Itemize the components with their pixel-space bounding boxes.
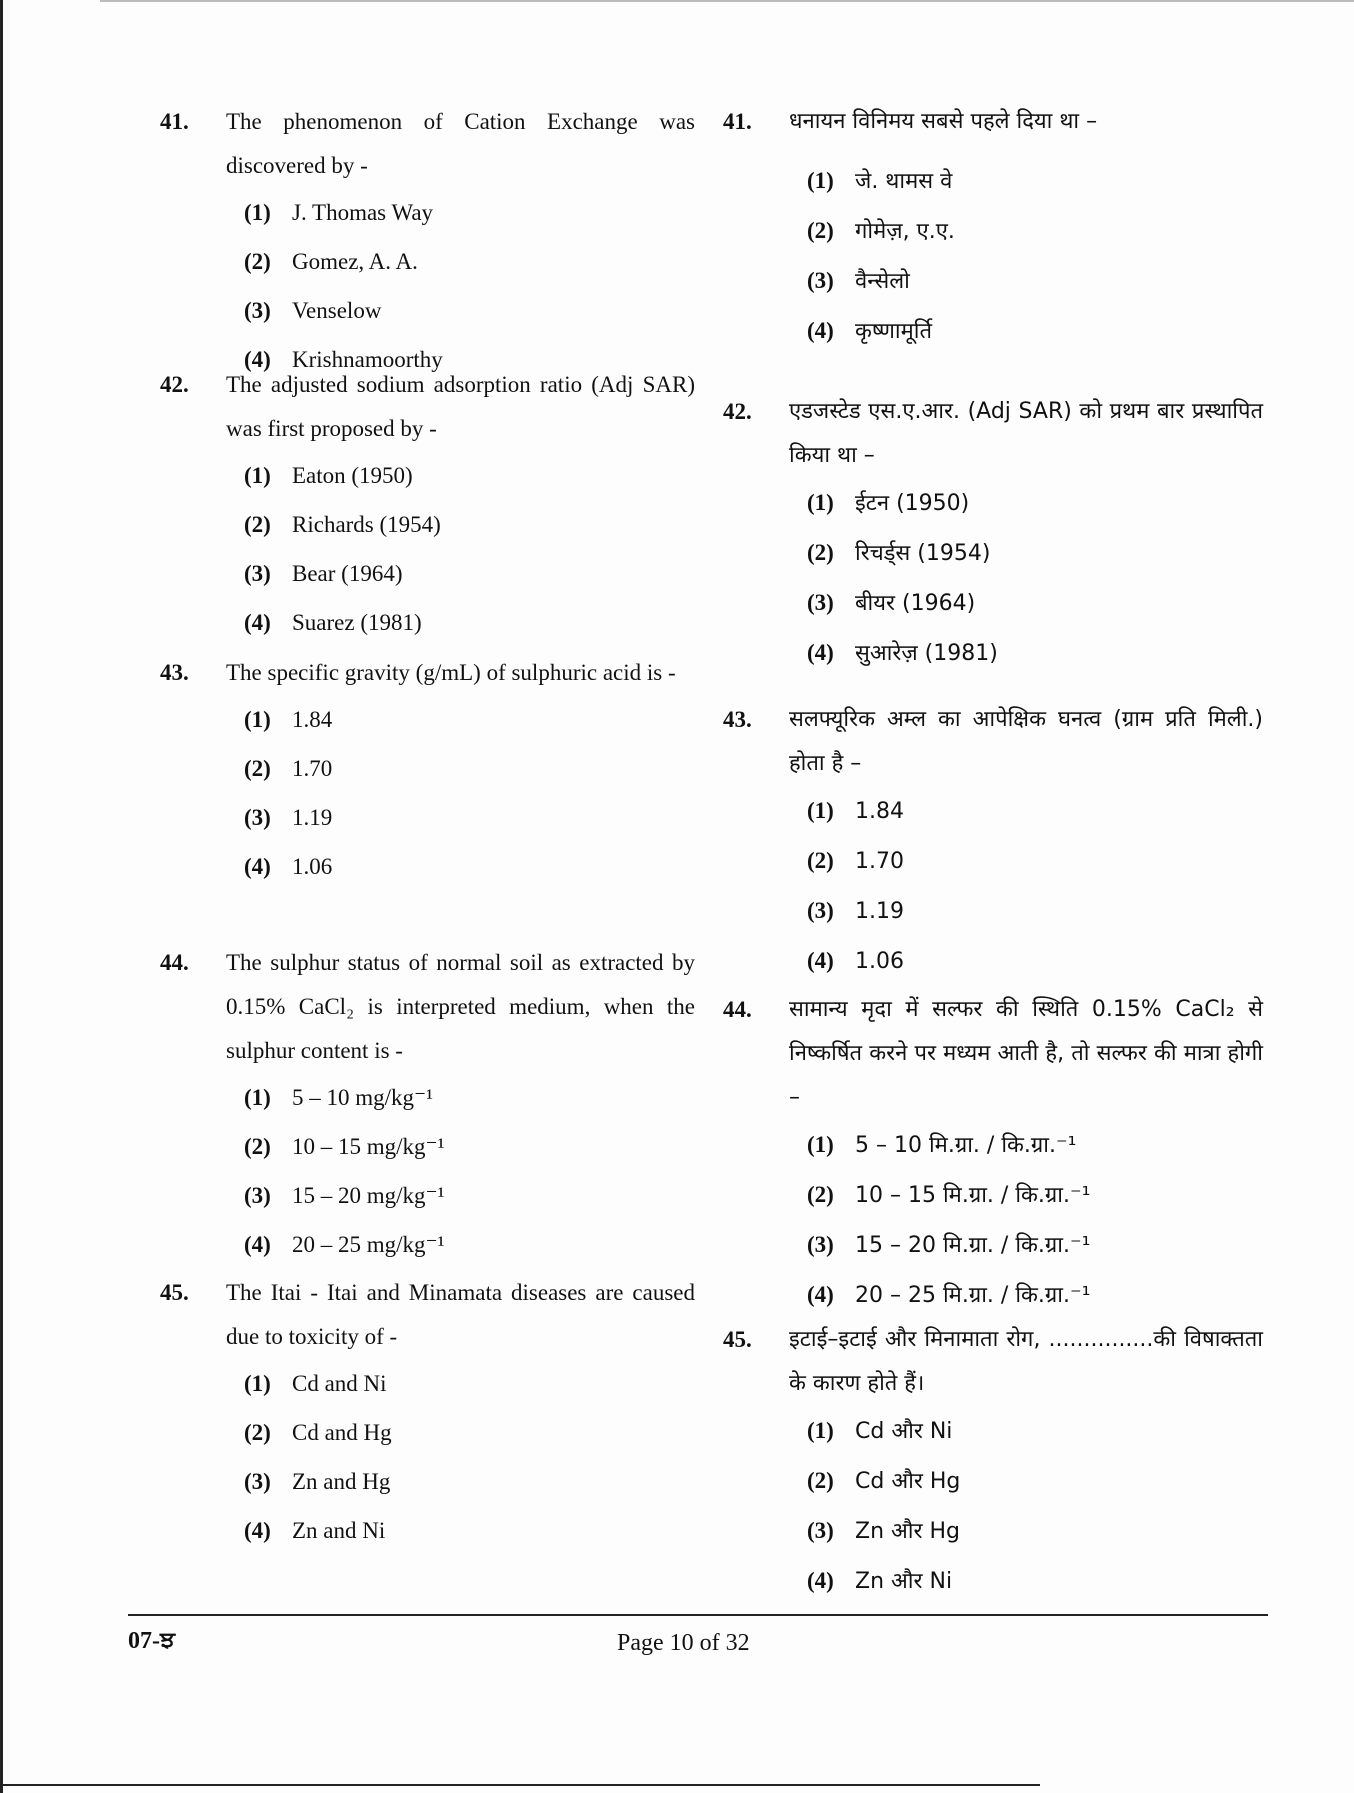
option-text: कृष्णामूर्ति	[855, 319, 932, 344]
option	[244, 1171, 695, 1220]
option	[244, 286, 695, 335]
question-text: The adjusted sodium adsorption ratio (Adj SAR) was first proposed by -	[226, 372, 695, 441]
option-number: (1)	[244, 1371, 271, 1396]
option-number: (2)	[807, 1182, 834, 1207]
question-text: सलफ्यूरिक अम्ल का आपेक्षिक घनत्व (ग्राम प्रति मिली.) होता है –	[789, 707, 1263, 776]
option-text: Cd और Hg	[855, 1469, 961, 1494]
question-en-42	[160, 363, 695, 651]
booklet-code: 07-ਝ	[128, 1628, 176, 1654]
option	[244, 1359, 695, 1408]
option-number: (4)	[807, 948, 834, 973]
option-text: Eaton (1950)	[292, 463, 413, 488]
question-hi-44	[723, 988, 1263, 1318]
question-number: 42.	[723, 399, 752, 424]
option-number: (2)	[244, 756, 271, 781]
option	[244, 842, 695, 891]
question-hi-43	[723, 698, 1263, 988]
question-text: धनायन विनिमय सबसे पहले दिया था –	[789, 109, 1098, 134]
option-number: (1)	[244, 463, 271, 488]
option	[244, 1457, 695, 1506]
question-number: 45.	[723, 1327, 752, 1352]
option	[244, 1408, 695, 1457]
option-text: 1.19	[292, 805, 333, 830]
question-number: 41.	[160, 109, 189, 134]
question-hi-41	[723, 100, 1263, 390]
option-text: Bear (1964)	[292, 561, 403, 586]
option-number: (1)	[244, 200, 271, 225]
option	[807, 1120, 1263, 1170]
option-text: ईटन (1950)	[855, 491, 970, 516]
option-text: 20 – 25 मि.ग्रा. / कि.ग्रा.⁻¹	[855, 1283, 1091, 1308]
page-bottom-border	[0, 1784, 1040, 1786]
option-text: Cd and Hg	[292, 1420, 392, 1445]
question-en-43	[160, 651, 695, 941]
option-text: Zn and Hg	[292, 1469, 391, 1494]
option-number: (4)	[807, 640, 834, 665]
option	[807, 528, 1263, 578]
option-text: बीयर (1964)	[855, 591, 976, 616]
option-number: (3)	[244, 1183, 271, 1208]
option-number: (2)	[244, 512, 271, 537]
option	[807, 786, 1263, 836]
option-text: वैन्सेलो	[855, 269, 910, 294]
option-number: (1)	[807, 1132, 834, 1157]
option-number: (2)	[244, 1134, 271, 1159]
option-text: गोमेज़, ए.ए.	[855, 219, 955, 244]
question-number: 43.	[160, 660, 189, 685]
option-number: (2)	[807, 848, 834, 873]
option-number: (2)	[244, 249, 271, 274]
option-text: 1.84	[855, 799, 904, 824]
option-text: Richards (1954)	[292, 512, 441, 537]
option-text: जे. थामस वे	[855, 169, 953, 194]
option	[807, 1506, 1263, 1556]
question-hi-45	[723, 1318, 1263, 1606]
footer-divider	[128, 1614, 1268, 1616]
option-number: (3)	[244, 561, 271, 586]
option-number: (2)	[244, 1420, 271, 1445]
question-number: 44.	[723, 997, 752, 1022]
option	[244, 1506, 695, 1555]
option	[807, 578, 1263, 628]
option-text: Cd और Ni	[855, 1419, 953, 1444]
option	[807, 886, 1263, 936]
option	[244, 237, 695, 286]
option-number: (1)	[244, 1085, 271, 1110]
question-number: 42.	[160, 372, 189, 397]
option-number: (1)	[807, 798, 834, 823]
question-en-44	[160, 941, 695, 1271]
question-number: 45.	[160, 1280, 189, 1305]
option	[807, 1456, 1263, 1506]
option-number: (2)	[807, 1468, 834, 1493]
option-number: (2)	[807, 218, 834, 243]
option-text: 10 – 15 mg/kg⁻¹	[292, 1134, 445, 1159]
option-text: Zn और Ni	[855, 1569, 953, 1594]
option-text: 1.84	[292, 707, 333, 732]
option	[807, 628, 1263, 678]
question-en-41	[160, 100, 695, 372]
option-number: (1)	[807, 168, 834, 193]
page-number: Page 10 of 32	[617, 1630, 750, 1656]
question-text: The specific gravity (g/mL) of sulphuric acid is -	[226, 660, 676, 685]
question-text: इटाई–इटाई और मिनामाता रोग, ...............की विषाक्तता के कारण होते हैं।	[789, 1327, 1263, 1396]
option-number: (4)	[244, 854, 271, 879]
option	[244, 695, 695, 744]
option-text: Zn और Hg	[855, 1519, 961, 1544]
option-text: 1.70	[292, 756, 333, 781]
option	[244, 1073, 695, 1122]
option-number: (3)	[807, 268, 834, 293]
option-text: 1.70	[855, 849, 904, 874]
question-number: 41.	[723, 109, 752, 134]
option-text: 5 – 10 मि.ग्रा. / कि.ग्रा.⁻¹	[855, 1133, 1077, 1158]
option	[244, 188, 695, 237]
option-number: (1)	[244, 707, 271, 732]
option	[807, 306, 1263, 356]
question-text: The Itai - Itai and Minamata diseases are caused due to toxicity of -	[226, 1280, 695, 1349]
option-number: (2)	[807, 540, 834, 565]
option-number: (3)	[244, 1469, 271, 1494]
option-text: Zn and Ni	[292, 1518, 386, 1543]
option	[244, 451, 695, 500]
option-text: Venselow	[292, 298, 382, 323]
option-number: (4)	[807, 318, 834, 343]
option-text: Suarez (1981)	[292, 610, 422, 635]
question-en-45	[160, 1271, 695, 1555]
option	[244, 1220, 695, 1269]
option-number: (3)	[807, 898, 834, 923]
option-number: (4)	[807, 1568, 834, 1593]
option-number: (4)	[244, 347, 271, 372]
option-text: 1.06	[855, 949, 904, 974]
option-number: (4)	[244, 1518, 271, 1543]
option	[807, 936, 1263, 986]
option	[807, 156, 1263, 206]
option-text: Gomez, A. A.	[292, 249, 418, 274]
option-number: (3)	[807, 1518, 834, 1543]
page-top-border	[100, 0, 1354, 2]
option	[244, 744, 695, 793]
option-number: (4)	[244, 1232, 271, 1257]
page-left-border	[0, 0, 3, 1793]
option	[244, 1122, 695, 1171]
option-text: Krishnamoorthy	[292, 347, 443, 372]
option-text: सुआरेज़ (1981)	[855, 641, 998, 666]
option-text: J. Thomas Way	[292, 200, 434, 225]
english-column	[160, 100, 695, 1555]
option	[244, 598, 695, 647]
option-number: (3)	[244, 298, 271, 323]
option	[807, 1556, 1263, 1606]
option-text: 15 – 20 mg/kg⁻¹	[292, 1183, 445, 1208]
option-text: 1.19	[855, 899, 904, 924]
option-text: 1.06	[292, 854, 333, 879]
hindi-column	[723, 100, 1263, 1606]
option	[807, 1406, 1263, 1456]
question-number: 44.	[160, 950, 189, 975]
option	[807, 1170, 1263, 1220]
option	[807, 836, 1263, 886]
question-hi-42	[723, 390, 1263, 698]
question-number: 43.	[723, 707, 752, 732]
question-text: सामान्य मृदा में सल्फर की स्थिति 0.15% CaCl₂ से निष्कर्षित करने पर मध्यम आती है, तो सल्फर की मात्रा होगी –	[789, 997, 1263, 1110]
option	[807, 478, 1263, 528]
option-text: रिचर्ड्स (1954)	[855, 541, 991, 566]
option-number: (3)	[807, 590, 834, 615]
option-text: 20 – 25 mg/kg⁻¹	[292, 1232, 445, 1257]
question-text: एडजस्टेड एस.ए.आर. (Adj SAR) को प्रथम बार प्रस्थापित किया था –	[789, 399, 1263, 468]
option-number: (4)	[807, 1282, 834, 1307]
question-text: The phenomenon of Cation Exchange was discovered by -	[226, 109, 695, 178]
option-number: (3)	[807, 1232, 834, 1257]
option	[244, 793, 695, 842]
option-number: (1)	[807, 490, 834, 515]
option	[807, 206, 1263, 256]
option-text: 5 – 10 mg/kg⁻¹	[292, 1085, 434, 1110]
question-text: The sulphur status of normal soil as extracted by 0.15% CaCl₂ is interpreted medium, when the sulphur content is -	[226, 950, 695, 1063]
option	[244, 500, 695, 549]
option-number: (3)	[244, 805, 271, 830]
option	[807, 256, 1263, 306]
option	[807, 1220, 1263, 1270]
option	[807, 1270, 1263, 1320]
option-text: Cd and Ni	[292, 1371, 387, 1396]
option	[244, 549, 695, 598]
option-text: 15 – 20 मि.ग्रा. / कि.ग्रा.⁻¹	[855, 1233, 1091, 1258]
option-text: 10 – 15 मि.ग्रा. / कि.ग्रा.⁻¹	[855, 1183, 1091, 1208]
option-number: (1)	[807, 1418, 834, 1443]
option-number: (4)	[244, 610, 271, 635]
